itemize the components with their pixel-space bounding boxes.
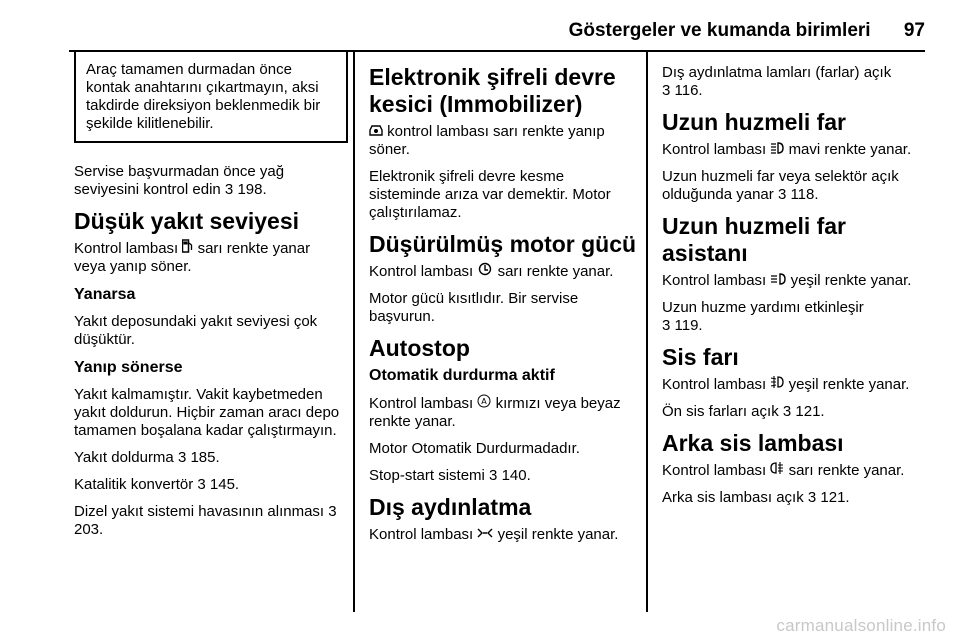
oil-note: Servise başvurmadan önce yağ seviyesini kontrol edin 3 198.: [74, 163, 285, 198]
high-beam-icon: [770, 141, 784, 157]
exterior-lamp-text: Kontrol lambası yeşil renkte yanar.: [369, 526, 619, 543]
high-beam-assist-icon: [770, 272, 786, 288]
section-reduced-power: Düşürülmüş motor gücü: [369, 231, 637, 257]
column-2: [369, 64, 639, 553]
section-low-fuel: Düşük yakıt seviyesi: [74, 208, 300, 234]
ref-arrow-icon: 3: [177, 449, 187, 466]
autostop-icon: [477, 395, 491, 411]
column-divider-1: [353, 50, 355, 612]
rearfog-lamp-text: Kontrol lambası sarı renkte yanar.: [662, 462, 905, 479]
reduced-power-icon: [477, 263, 493, 279]
rearfog-text: Arka sis lambası açık 3 121.: [662, 489, 850, 506]
ref-arrow-icon: 3: [328, 503, 337, 520]
section-high-beam: Uzun huzmeli far: [662, 109, 847, 135]
refuel-ref: Yakıt doldurma 3 185.: [74, 449, 220, 466]
exterior-continued: Dış aydınlatma lamları (farlar) açık 3 116.: [662, 64, 892, 99]
startstop-ref: Stop-start sistemi 3 140.: [369, 467, 531, 484]
catalytic-ref: Katalitik konvertör 3 145.: [74, 476, 240, 493]
power-lamp-text: Kontrol lambası sarı renkte yanar.: [369, 263, 614, 280]
flash-text: Yakıt kalmamıştır. Vakit kaybetmeden yakıt doldurun. Hiçbir zaman aracı depo tamamen boşalana kadar çalıştırmayın.: [74, 386, 340, 439]
autostop-lamp-text: Kontrol lambası A kırmızı veya beyaz renkte yanar.: [369, 395, 621, 430]
section-exterior-lighting: Dış aydınlatma: [369, 494, 532, 520]
ref-arrow-icon: 3: [777, 186, 787, 203]
section-fog-light: Sis farı: [662, 344, 739, 370]
autostop-text: Motor Otomatik Durdurmadadır.: [369, 440, 580, 457]
power-text: Motor gücü kısıtlıdır. Bir servise başvurun.: [369, 290, 579, 325]
fuel-text: Kontrol lambası sarı renkte yanar veya yanıp söner.: [74, 240, 311, 275]
ref-arrow-icon: 3: [782, 403, 792, 420]
warning-box: Araç tamamen durmadan önce kontak anahtarını çıkartmayın, aksi takdirde direksiyon beklenmedik bir şekilde kilitlenebilir.: [74, 52, 348, 143]
exterior-light-icon: [477, 526, 493, 542]
diesel-ref: Dizel yakıt sistemi havasının alınması 3 203.: [74, 503, 337, 538]
ref-arrow-icon: 3: [662, 317, 671, 334]
immo-lamp-text: kontrol lambası sarı renkte yanıp söner.: [369, 123, 605, 158]
front-fog-icon: [770, 376, 784, 392]
section-autostop: Autostop: [369, 335, 470, 361]
fog-text: Ön sis farları açık 3 121.: [662, 403, 825, 420]
page-number: 97: [903, 20, 925, 41]
section-high-beam-assist: Uzun huzmeli far asistanı: [662, 213, 847, 266]
high-text: Uzun huzmeli far veya selektör açık olduğunda yanar 3 118.: [662, 168, 899, 203]
fog-lamp-text: Kontrol lambası yeşil renkte yanar.: [662, 376, 910, 393]
assist-lamp-text: Kontrol lambası yeşil renkte yanar.: [662, 272, 912, 289]
ref-arrow-icon: 3: [489, 467, 498, 484]
lit-text: Yakıt deposundaki yakıt seviyesi çok düşüktür.: [74, 313, 318, 348]
subsection-flashing: Yanıp sönerse: [74, 359, 183, 376]
page-header: [0, 20, 925, 42]
subsection-autostop-active: Otomatik durdurma aktif: [369, 367, 555, 384]
section-immobilizer: Elektronik şifreli devre kesici (Immobilizer): [369, 64, 616, 117]
column-3: [662, 64, 932, 516]
section-rear-fog: Arka sis lambası: [662, 430, 844, 456]
svg-text:A: A: [481, 397, 488, 406]
ref-arrow-icon: 3: [224, 181, 234, 198]
car-key-icon: [369, 123, 383, 139]
subsection-lit: Yanarsa: [74, 286, 136, 303]
assist-text: Uzun huzme yardımı etkinleşir 3 119.: [662, 299, 864, 334]
fuel-pump-icon: [182, 240, 193, 256]
ref-arrow-icon: 3: [197, 476, 206, 493]
ref-arrow-icon: 3: [807, 489, 817, 506]
immo-text: Elektronik şifreli devre kesme sisteminde arıza var demektir. Motor çalıştırılamaz.: [369, 168, 611, 221]
column-divider-2: [646, 50, 648, 612]
page-header-title: Göstergeler ve kumanda birimleri: [568, 20, 871, 41]
high-lamp-text: Kontrol lambası mavi renkte yanar.: [662, 141, 912, 158]
rear-fog-icon: [770, 462, 784, 478]
column-1: [74, 52, 344, 548]
ref-arrow-icon: 3: [662, 82, 671, 99]
watermark: carmanualsonline.info: [776, 616, 946, 635]
